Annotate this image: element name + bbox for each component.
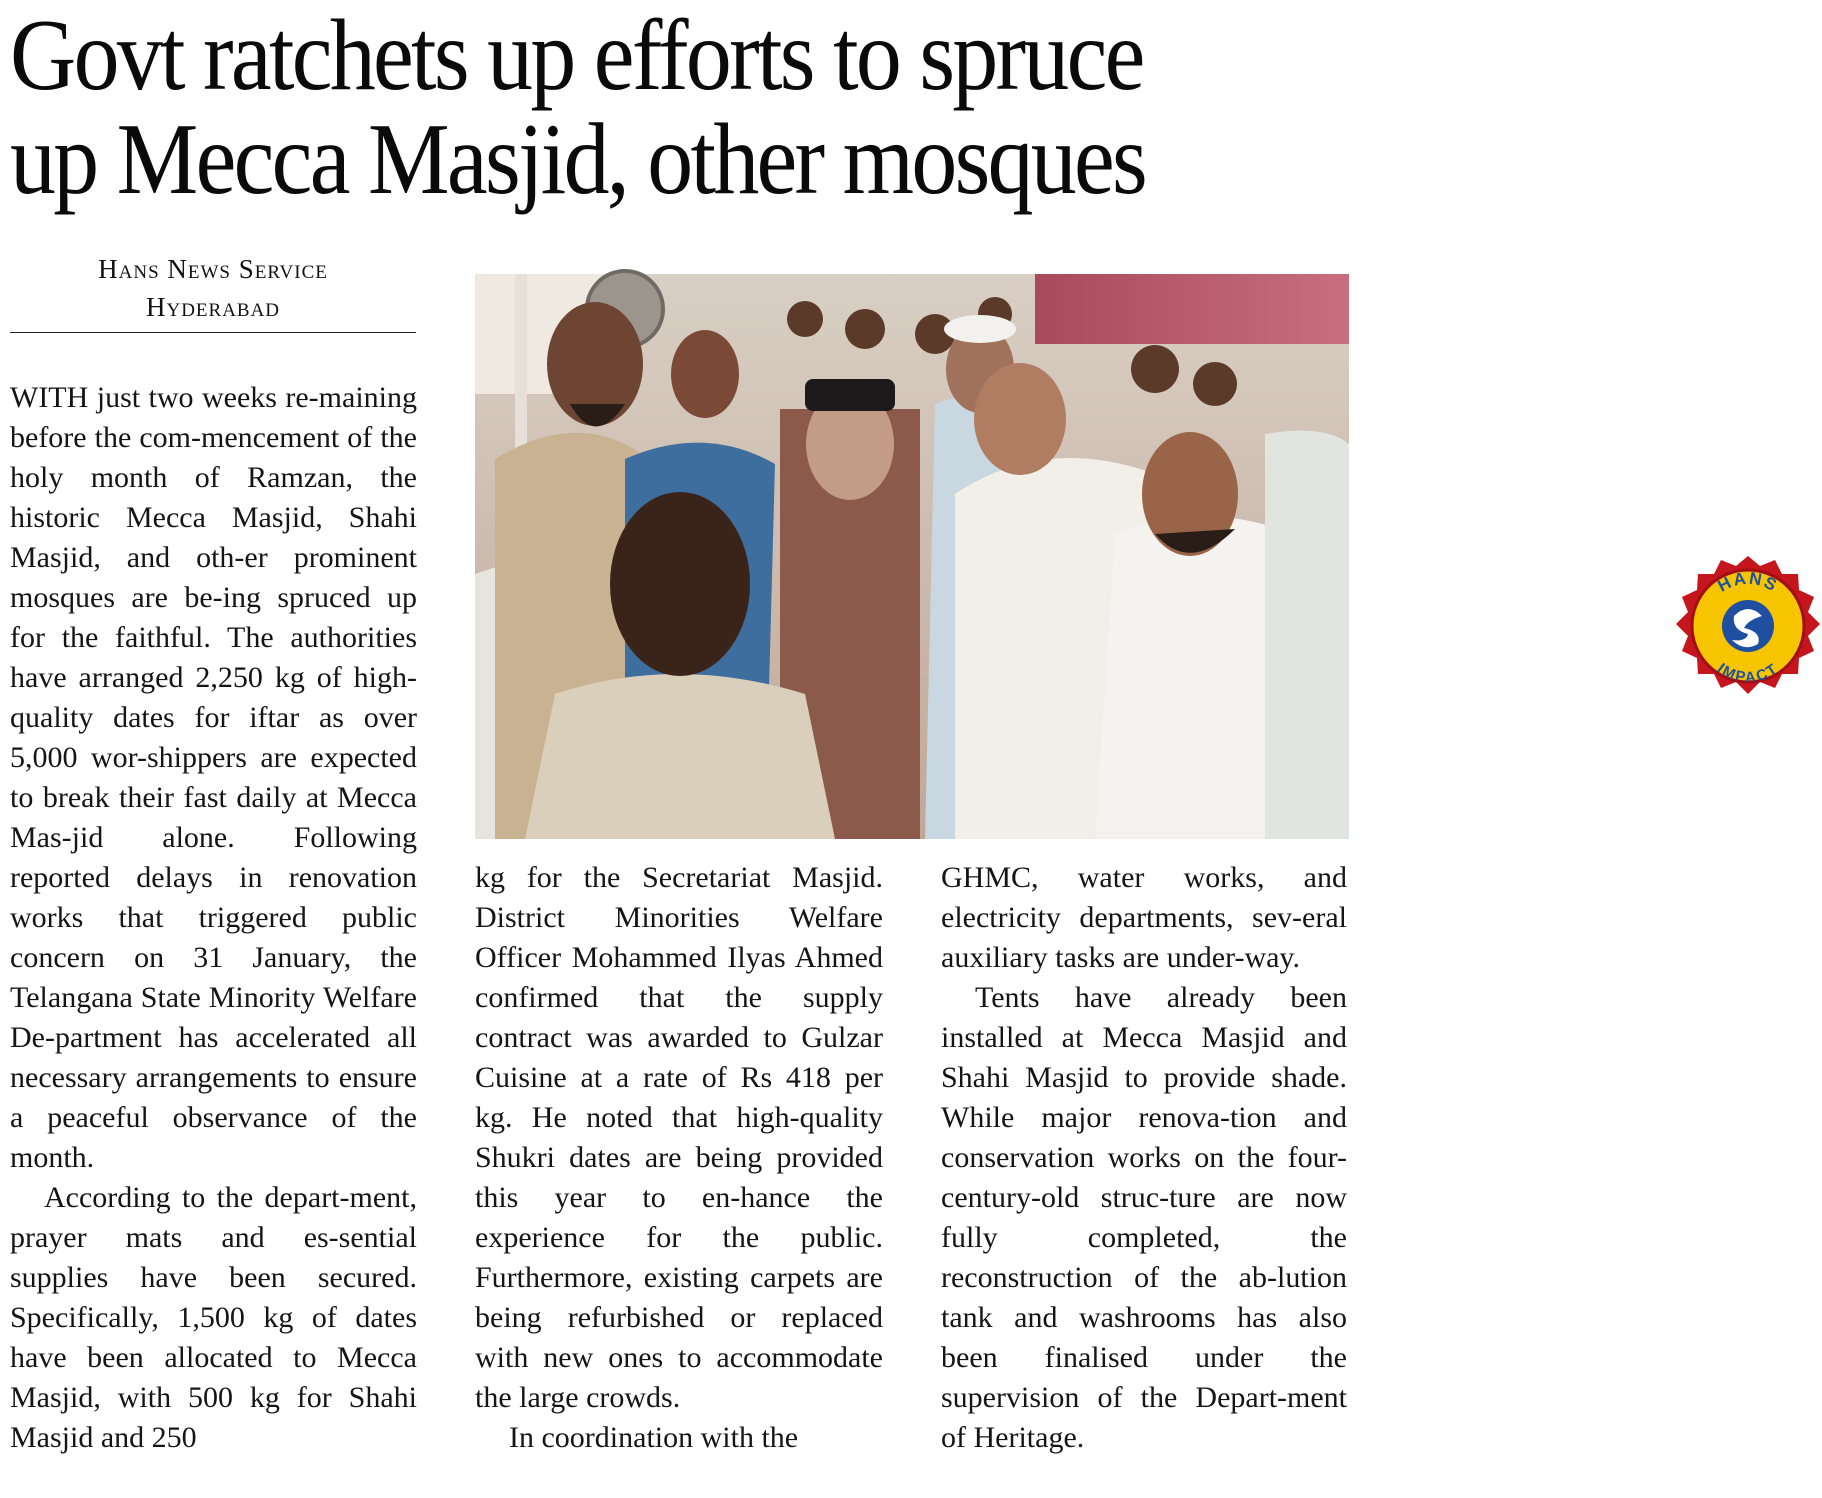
article-paragraph: WITH just two weeks re-maining before the com-mencement of the holy month of Ramzan, the historic Mecca Masjid, Shahi Masjid, and oth-er prominent mosques are be-ing spruced up for the faithful. The authorities have arranged 2,250 kg of high-quality dates for iftar as over 5,000 wor-shippers are expected to break their fast daily at Mecca Mas-jid alone. Following reported delays in renovation works that triggered public concern on 31 January, the Telangana State Minority Welfare De-partment has accelerated all necessary arrangements to ensure a peaceful observance of the month. — [10, 381, 417, 1174]
byline-divider — [10, 332, 416, 333]
hans-impact-logo-icon — [1674, 554, 1822, 702]
byline — [10, 250, 416, 326]
headline-line-2: up Mecca Masjid, other mosques — [10, 103, 1146, 216]
article-column-2 — [475, 858, 883, 1458]
byline-dateline: Hyderabad — [145, 292, 281, 322]
article-paragraph: Tents have already been installed at Mecca Masjid and Shahi Masjid to provide shade. While major renova-tion and conservation works on the four-century-old struc-ture are now fully completed, the reconstruction of the ab-lution tank and washrooms has also been finalised under the supervision of the Depart-ment of Heritage. — [941, 981, 1347, 1454]
article-column-1 — [10, 378, 417, 1458]
badge-bottom-text: IMPACT — [1714, 659, 1782, 687]
article-paragraph: According to the depart-ment, prayer mats and es-sential supplies have been secured. Specifically, 1,500 kg of dates have been allocated to Mecca Masjid, with 500 kg for Shahi Masjid and 250 — [10, 1181, 417, 1454]
article-paragraph: kg for the Secretariat Masjid. District Minorities Welfare Officer Mohammed Ilyas Ahmed confirmed that the supply contract was awarded to Gulzar Cuisine at a rate of Rs 418 per kg. He noted that high-quality Shukri dates are being provided this year to en-hance the experience for the public. Furthermore, existing carpets are being refurbished or replaced with new ones to accommodate the large crowds. — [475, 861, 883, 1414]
news-photo — [475, 274, 1782, 839]
article-paragraph: GHMC, water works, and electricity departments, sev-eral auxiliary tasks are under-way. — [941, 861, 1347, 974]
article-paragraph: In coordination with the — [509, 1421, 799, 1454]
article-column-3 — [941, 858, 1347, 1458]
headline — [10, 0, 1212, 216]
byline-agency: Hans News Service — [98, 254, 328, 284]
headline-line-1: Govt ratchets up efforts to spruce — [10, 0, 1143, 112]
badge-top-text: HANS — [1714, 568, 1782, 596]
photo-of-officials-inspecting-mosque — [475, 274, 1349, 839]
hans-impact-badge — [1674, 554, 1822, 702]
